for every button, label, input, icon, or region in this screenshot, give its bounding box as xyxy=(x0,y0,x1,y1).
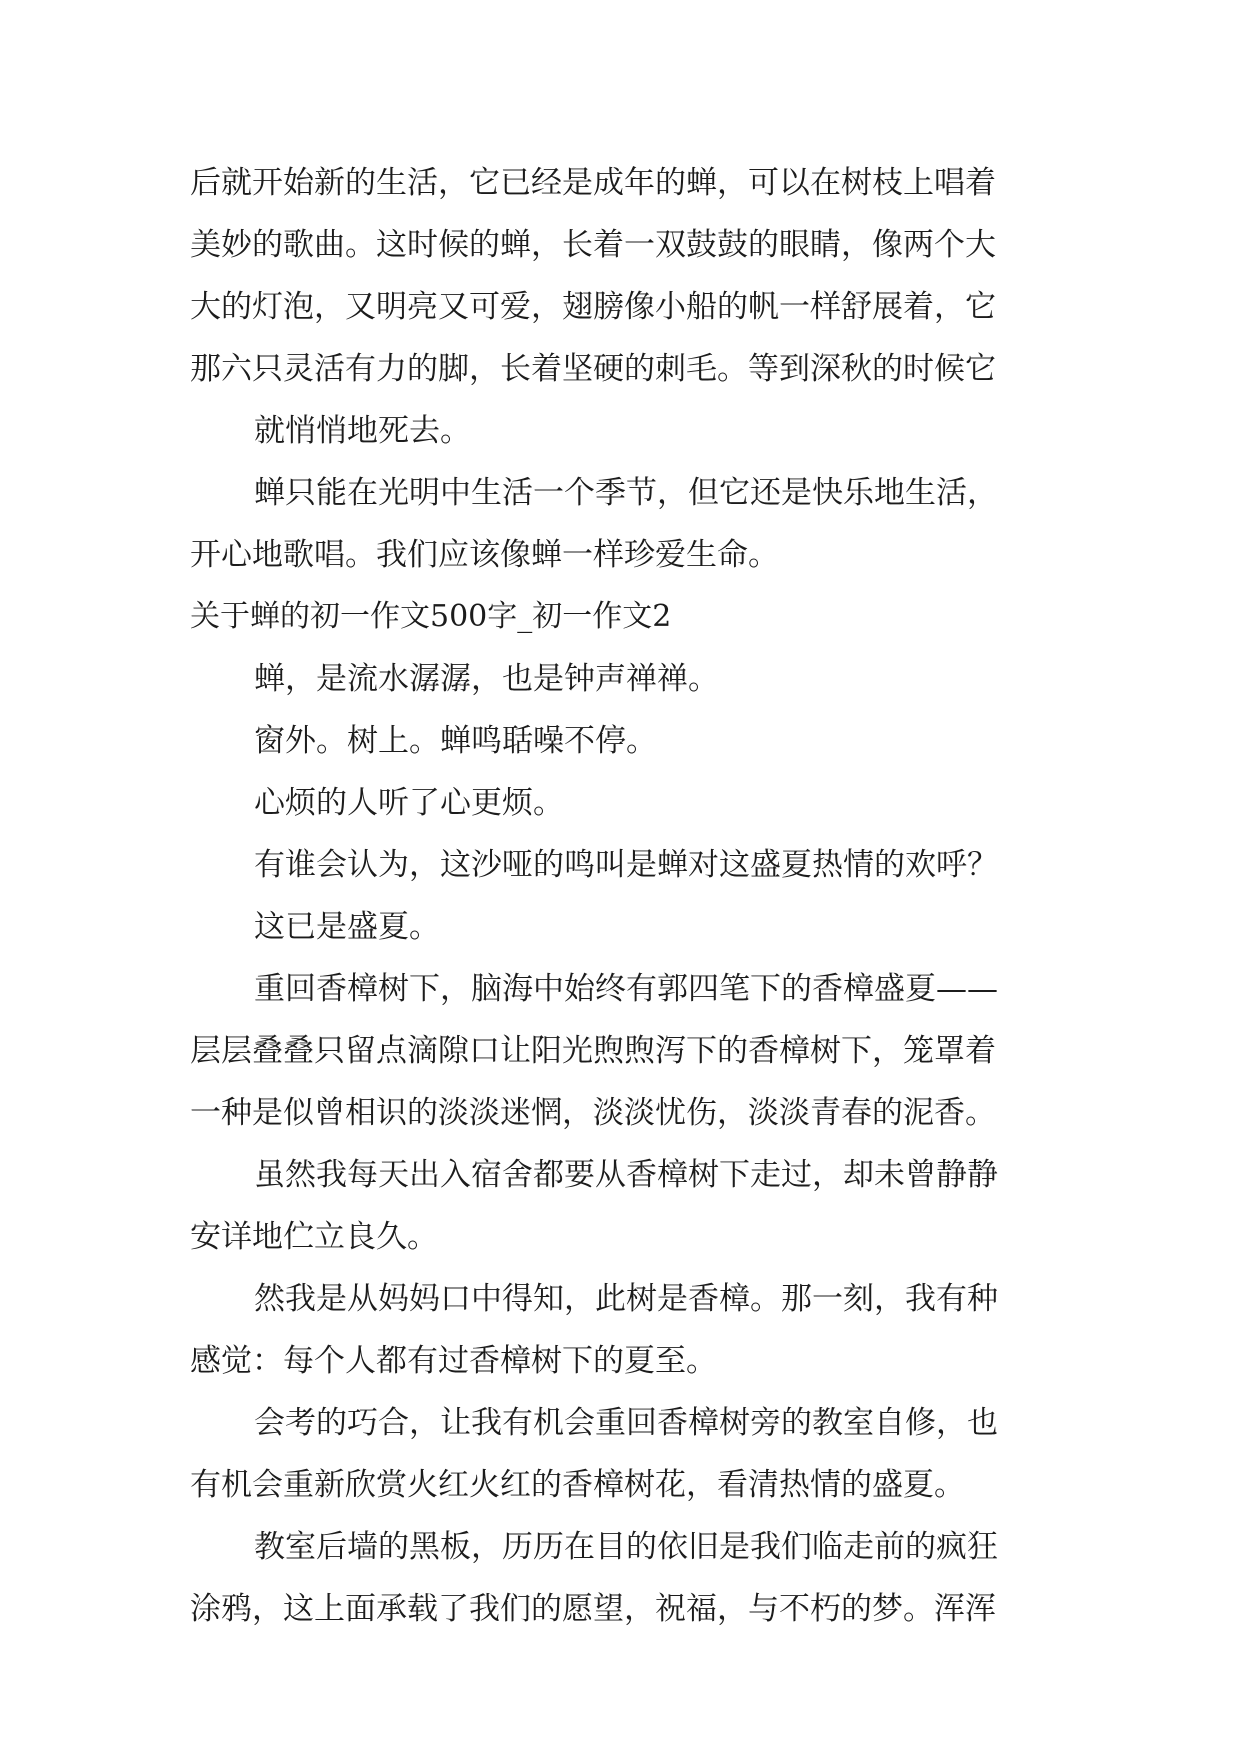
paragraph-start: 蝉，是流水潺潺，也是钟声禅禅。 xyxy=(254,661,719,697)
paragraph-start: 蝉只能在光明中生活一个季节，但它还是快乐地生活， xyxy=(254,475,998,511)
paragraph-start: 窗外。树上。蝉鸣聒噪不停。 xyxy=(254,723,657,759)
text-line: 那六只灵活有力的脚，长着坚硬的刺毛。等到深秋的时候它 xyxy=(190,351,996,387)
text-line: 感觉：每个人都有过香樟树下的夏至。 xyxy=(190,1343,717,1379)
text-line: 安详地伫立良久。 xyxy=(190,1219,438,1255)
paragraph-start: 虽然我每天出入宿舍都要从香樟树下走过，却未曾静静 xyxy=(254,1157,998,1193)
text-line: 美妙的歌曲。这时候的蝉，长着一双鼓鼓的眼睛，像两个大 xyxy=(190,227,996,263)
text-line: 涂鸦，这上面承载了我们的愿望，祝福，与不朽的梦。浑浑 xyxy=(190,1591,996,1627)
text-line: 就悄悄地死去。 xyxy=(254,413,471,449)
text-line: 有机会重新欣赏火红火红的香樟树花，看清热情的盛夏。 xyxy=(190,1467,965,1503)
text-line: 层层叠叠只留点滴隙口让阳光煦煦泻下的香樟树下，笼罩着 xyxy=(190,1033,996,1069)
paragraph-start: 心烦的人听了心更烦。 xyxy=(254,785,564,821)
text-line: 开心地歌唱。我们应该像蝉一样珍爱生命。 xyxy=(190,537,779,573)
paragraph-start: 然我是从妈妈口中得知，此树是香樟。那一刻，我有种 xyxy=(254,1281,998,1317)
section-heading: 关于蝉的初一作文500字_初一作文2 xyxy=(190,599,672,634)
paragraph-start: 重回香樟树下，脑海中始终有郭四笔下的香樟盛夏—— xyxy=(254,971,998,1007)
document-body xyxy=(190,152,1090,1640)
text-line: 后就开始新的生活，它已经是成年的蝉，可以在树枝上唱着 xyxy=(190,165,996,201)
paragraph-start: 这已是盛夏。 xyxy=(254,909,440,945)
paragraph-start: 教室后墙的黑板，历历在目的依旧是我们临走前的疯狂 xyxy=(254,1529,998,1565)
text-line: 大的灯泡，又明亮又可爱，翅膀像小船的帆一样舒展着，它 xyxy=(190,289,996,325)
paragraph-start: 有谁会认为，这沙哑的鸣叫是蝉对这盛夏热情的欢呼？ xyxy=(254,847,998,883)
paragraph-start: 会考的巧合，让我有机会重回香樟树旁的教室自修，也 xyxy=(254,1405,998,1441)
text-line: 一种是似曾相识的淡淡迷惘，淡淡忧伤，淡淡青春的泥香。 xyxy=(190,1095,996,1131)
